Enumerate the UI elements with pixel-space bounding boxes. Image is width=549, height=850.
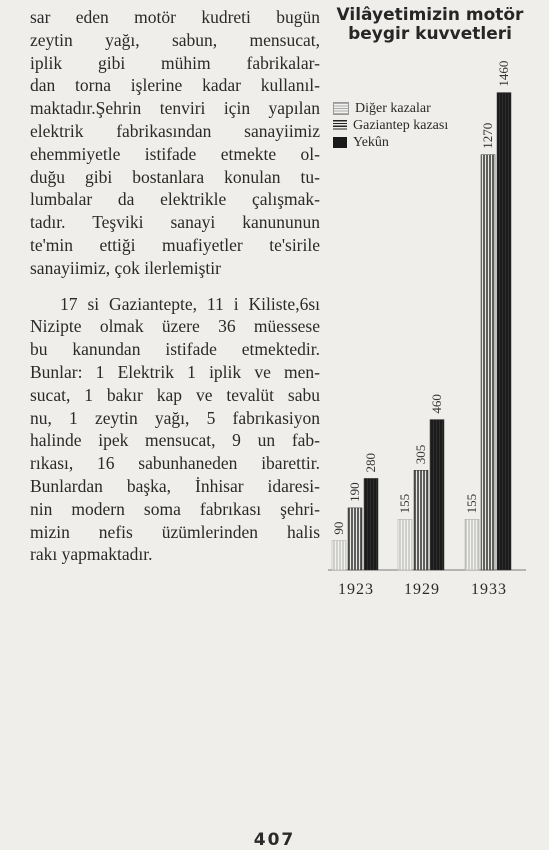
text-line: tadır. Teşviki sanayi kanununun [30, 212, 320, 233]
text-line: mizin nefis üzümlerinden halis [30, 521, 320, 542]
data-label-yekun-1929: 460 [429, 394, 444, 414]
bar-diger-1923 [332, 541, 346, 570]
text-line: sar eden motör kudreti bugün [30, 7, 320, 27]
text-line: Bunlardan başka, İnhisar idaresi- [30, 475, 320, 496]
text-line: bu kanundan istifade etmektedir. [30, 339, 320, 360]
text-line: zeytin yağı, sabun, mensucat, [30, 29, 320, 50]
text-line: maktadır.Şehrin tenviri için yapılan [30, 98, 320, 119]
data-label-gaziantep-1923: 190 [347, 482, 362, 502]
bar-yekun-1929 [430, 420, 444, 570]
text-line: elektrik fabrikasından sanayiimiz [30, 120, 320, 141]
legend-label-gaziantep: Gaziantep kazası [353, 118, 449, 133]
legend-label-yekun: Yekûn [353, 135, 389, 150]
bar-gaziantep-1933 [481, 155, 495, 570]
bar-gaziantep-1929 [414, 470, 428, 570]
text-line: Nizipte olmak üzere 36 müessese [30, 316, 320, 337]
text-line: Bunlar: 1 Elektrik 1 iplik ve men- [30, 361, 320, 382]
text-line: iplik gibi mühim fabrikalar- [30, 52, 320, 73]
text-line: dan torna işlerine kadar kullanıl- [30, 75, 320, 96]
text-line: te'min ettiği muafiyetler te'sirile [30, 234, 320, 255]
data-label-yekun-1933: 1460 [496, 60, 511, 87]
data-label-diger-1933: 155 [464, 493, 479, 514]
legend-label-diger: Diğer kazalar [355, 101, 431, 116]
text-line: 17 si Gaziantepte, 11 i Kiliste,6sı [60, 293, 320, 314]
bar-diger-1933 [465, 519, 479, 570]
bar-yekun-1923 [364, 478, 378, 570]
data-label-gaziantep-1929: 305 [413, 444, 428, 465]
x-tick-label-1923: 1923 [338, 581, 374, 598]
page-number: 407 [253, 830, 296, 850]
text-line: nin modern soma fabrıkası şehri- [30, 498, 320, 519]
text-line: duğu gibi bostanlara konulan tu- [30, 166, 320, 187]
text-line: ehemmiyetle istifade etmekte ol- [30, 143, 320, 164]
bar-gaziantep-1923 [348, 508, 362, 570]
data-label-yekun-1923: 280 [363, 452, 378, 473]
text-line: halinde ipek mensucat, 9 un fab- [30, 430, 320, 451]
text-line: lumbalar da elektrikle çalışmak- [30, 189, 320, 210]
x-tick-label-1929: 1929 [404, 581, 440, 598]
text-line: sucat, 1 bakır kap ve tevalüt sabu [30, 384, 320, 405]
data-label-diger-1929: 155 [397, 493, 412, 514]
text-line: rıkası, 16 sabunhaneden ibarettir. [30, 453, 320, 474]
text-line: sanayiimiz, çok ilerlemiştir [30, 257, 221, 278]
text-line: nu, 1 zeytin yağı, 5 fabrıkasiyon [30, 407, 320, 428]
bar-diger-1929 [398, 519, 412, 570]
x-tick-label-1933: 1933 [471, 581, 507, 598]
data-label-gaziantep-1933: 1270 [480, 122, 495, 149]
data-label-diger-1923: 90 [331, 521, 346, 535]
bar-yekun-1933 [497, 93, 511, 570]
text-line: rakı yapmaktadır. [30, 544, 153, 565]
chart-title: Vilâyetimizin motör beygir kuvvetleri [336, 5, 524, 44]
